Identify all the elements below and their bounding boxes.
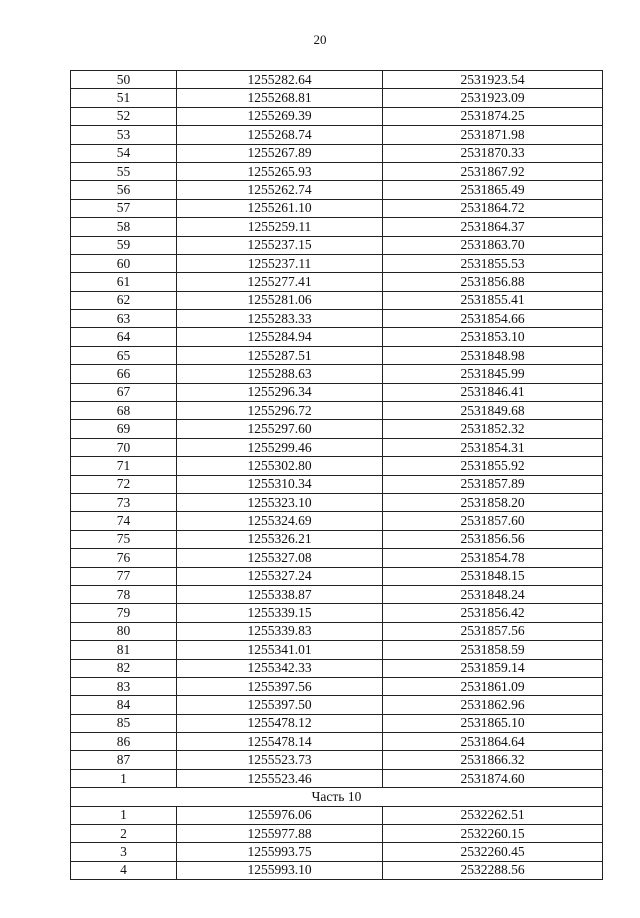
point-number-cell: 62 <box>71 291 177 309</box>
table-row <box>71 144 603 162</box>
x-coordinate-cell: 1255261.10 <box>177 199 383 217</box>
y-coordinate-cell: 2531857.60 <box>383 512 603 530</box>
y-coordinate-cell: 2531870.33 <box>383 144 603 162</box>
y-coordinate-cell: 2531854.78 <box>383 549 603 567</box>
y-coordinate-cell: 2531859.14 <box>383 659 603 677</box>
table-row <box>71 438 603 456</box>
point-number-cell: 57 <box>71 199 177 217</box>
point-number-cell: 63 <box>71 310 177 328</box>
point-number-cell: 70 <box>71 438 177 456</box>
y-coordinate-cell: 2531855.41 <box>383 291 603 309</box>
y-coordinate-cell: 2531874.25 <box>383 107 603 125</box>
table-row <box>71 218 603 236</box>
table-row <box>71 512 603 530</box>
x-coordinate-cell: 1255284.94 <box>177 328 383 346</box>
table-row <box>71 273 603 291</box>
x-coordinate-cell: 1255262.74 <box>177 181 383 199</box>
table-row <box>71 420 603 438</box>
y-coordinate-cell: 2531874.60 <box>383 769 603 787</box>
x-coordinate-cell: 1255342.33 <box>177 659 383 677</box>
point-number-cell: 4 <box>71 861 177 879</box>
section-header-row <box>71 788 603 806</box>
point-number-cell: 55 <box>71 162 177 180</box>
x-coordinate-cell: 1255523.73 <box>177 751 383 769</box>
table-row <box>71 107 603 125</box>
point-number-cell: 85 <box>71 714 177 732</box>
section-title: Часть 10 <box>71 788 603 806</box>
y-coordinate-cell: 2531856.88 <box>383 273 603 291</box>
table-row <box>71 493 603 511</box>
x-coordinate-cell: 1255296.72 <box>177 402 383 420</box>
y-coordinate-cell: 2531861.09 <box>383 677 603 695</box>
point-number-cell: 82 <box>71 659 177 677</box>
point-number-cell: 79 <box>71 604 177 622</box>
table-row <box>71 585 603 603</box>
point-number-cell: 1 <box>71 806 177 824</box>
x-coordinate-cell: 1255339.15 <box>177 604 383 622</box>
point-number-cell: 74 <box>71 512 177 530</box>
point-number-cell: 66 <box>71 365 177 383</box>
y-coordinate-cell: 2531867.92 <box>383 162 603 180</box>
x-coordinate-cell: 1255237.11 <box>177 254 383 272</box>
y-coordinate-cell: 2531863.70 <box>383 236 603 254</box>
x-coordinate-cell: 1255341.01 <box>177 641 383 659</box>
point-number-cell: 81 <box>71 641 177 659</box>
page-number: 20 <box>313 32 327 47</box>
x-coordinate-cell: 1255288.63 <box>177 365 383 383</box>
y-coordinate-cell: 2532288.56 <box>383 861 603 879</box>
y-coordinate-cell: 2531846.41 <box>383 383 603 401</box>
y-coordinate-cell: 2531848.98 <box>383 346 603 364</box>
y-coordinate-cell: 2531854.31 <box>383 438 603 456</box>
x-coordinate-cell: 1255323.10 <box>177 493 383 511</box>
point-number-cell: 78 <box>71 585 177 603</box>
point-number-cell: 1 <box>71 769 177 787</box>
point-number-cell: 72 <box>71 475 177 493</box>
point-number-cell: 80 <box>71 622 177 640</box>
x-coordinate-cell: 1255259.11 <box>177 218 383 236</box>
point-number-cell: 64 <box>71 328 177 346</box>
point-number-cell: 86 <box>71 733 177 751</box>
table-row <box>71 126 603 144</box>
y-coordinate-cell: 2531848.24 <box>383 585 603 603</box>
x-coordinate-cell: 1255283.33 <box>177 310 383 328</box>
table-row <box>71 641 603 659</box>
y-coordinate-cell: 2531864.72 <box>383 199 603 217</box>
x-coordinate-cell: 1255478.14 <box>177 733 383 751</box>
y-coordinate-cell: 2531857.89 <box>383 475 603 493</box>
point-number-cell: 84 <box>71 696 177 714</box>
y-coordinate-cell: 2531858.59 <box>383 641 603 659</box>
table-row <box>71 475 603 493</box>
point-number-cell: 67 <box>71 383 177 401</box>
table-row <box>71 751 603 769</box>
point-number-cell: 60 <box>71 254 177 272</box>
y-coordinate-cell: 2531866.32 <box>383 751 603 769</box>
table-row <box>71 383 603 401</box>
table-row <box>71 236 603 254</box>
y-coordinate-cell: 2531848.15 <box>383 567 603 585</box>
x-coordinate-cell: 1255327.08 <box>177 549 383 567</box>
point-number-cell: 56 <box>71 181 177 199</box>
table-row <box>71 769 603 787</box>
x-coordinate-cell: 1255310.34 <box>177 475 383 493</box>
x-coordinate-cell: 1255993.10 <box>177 861 383 879</box>
point-number-cell: 2 <box>71 825 177 843</box>
point-number-cell: 68 <box>71 402 177 420</box>
point-number-cell: 53 <box>71 126 177 144</box>
x-coordinate-cell: 1255299.46 <box>177 438 383 456</box>
table-row <box>71 622 603 640</box>
x-coordinate-cell: 1255282.64 <box>177 71 383 89</box>
x-coordinate-cell: 1255302.80 <box>177 457 383 475</box>
x-coordinate-cell: 1255397.50 <box>177 696 383 714</box>
x-coordinate-cell: 1255287.51 <box>177 346 383 364</box>
table-row <box>71 181 603 199</box>
table-row <box>71 89 603 107</box>
table-row <box>71 806 603 824</box>
table-row <box>71 402 603 420</box>
x-coordinate-cell: 1255338.87 <box>177 585 383 603</box>
point-number-cell: 61 <box>71 273 177 291</box>
table-row <box>71 843 603 861</box>
table-row <box>71 346 603 364</box>
x-coordinate-cell: 1255237.15 <box>177 236 383 254</box>
table-row <box>71 328 603 346</box>
table-row <box>71 365 603 383</box>
table-row <box>71 254 603 272</box>
x-coordinate-cell: 1255397.56 <box>177 677 383 695</box>
table-row <box>71 604 603 622</box>
x-coordinate-cell: 1255324.69 <box>177 512 383 530</box>
table-row <box>71 291 603 309</box>
coordinates-table <box>70 70 603 880</box>
x-coordinate-cell: 1255297.60 <box>177 420 383 438</box>
x-coordinate-cell: 1255993.75 <box>177 843 383 861</box>
y-coordinate-cell: 2531923.09 <box>383 89 603 107</box>
y-coordinate-cell: 2532262.51 <box>383 806 603 824</box>
x-coordinate-cell: 1255265.93 <box>177 162 383 180</box>
point-number-cell: 71 <box>71 457 177 475</box>
x-coordinate-cell: 1255269.39 <box>177 107 383 125</box>
x-coordinate-cell: 1255268.81 <box>177 89 383 107</box>
x-coordinate-cell: 1255327.24 <box>177 567 383 585</box>
y-coordinate-cell: 2531854.66 <box>383 310 603 328</box>
point-number-cell: 65 <box>71 346 177 364</box>
y-coordinate-cell: 2531853.10 <box>383 328 603 346</box>
y-coordinate-cell: 2531852.32 <box>383 420 603 438</box>
point-number-cell: 54 <box>71 144 177 162</box>
point-number-cell: 50 <box>71 71 177 89</box>
point-number-cell: 73 <box>71 493 177 511</box>
table-row <box>71 530 603 548</box>
table-row <box>71 677 603 695</box>
y-coordinate-cell: 2531856.56 <box>383 530 603 548</box>
x-coordinate-cell: 1255268.74 <box>177 126 383 144</box>
table-row <box>71 199 603 217</box>
point-number-cell: 77 <box>71 567 177 585</box>
y-coordinate-cell: 2531923.54 <box>383 71 603 89</box>
point-number-cell: 87 <box>71 751 177 769</box>
y-coordinate-cell: 2531864.37 <box>383 218 603 236</box>
table-row <box>71 457 603 475</box>
table-row <box>71 714 603 732</box>
table-row <box>71 162 603 180</box>
y-coordinate-cell: 2531865.49 <box>383 181 603 199</box>
x-coordinate-cell: 1255281.06 <box>177 291 383 309</box>
y-coordinate-cell: 2531857.56 <box>383 622 603 640</box>
y-coordinate-cell: 2531855.53 <box>383 254 603 272</box>
point-number-cell: 51 <box>71 89 177 107</box>
x-coordinate-cell: 1255977.88 <box>177 825 383 843</box>
y-coordinate-cell: 2531845.99 <box>383 365 603 383</box>
y-coordinate-cell: 2531862.96 <box>383 696 603 714</box>
point-number-cell: 52 <box>71 107 177 125</box>
y-coordinate-cell: 2531855.92 <box>383 457 603 475</box>
point-number-cell: 3 <box>71 843 177 861</box>
x-coordinate-cell: 1255523.46 <box>177 769 383 787</box>
y-coordinate-cell: 2532260.45 <box>383 843 603 861</box>
table-row <box>71 696 603 714</box>
point-number-cell: 83 <box>71 677 177 695</box>
coordinates-table-body <box>71 71 603 880</box>
table-row <box>71 549 603 567</box>
y-coordinate-cell: 2532260.15 <box>383 825 603 843</box>
x-coordinate-cell: 1255478.12 <box>177 714 383 732</box>
table-row <box>71 825 603 843</box>
x-coordinate-cell: 1255267.89 <box>177 144 383 162</box>
x-coordinate-cell: 1255296.34 <box>177 383 383 401</box>
y-coordinate-cell: 2531865.10 <box>383 714 603 732</box>
point-number-cell: 58 <box>71 218 177 236</box>
y-coordinate-cell: 2531858.20 <box>383 493 603 511</box>
point-number-cell: 59 <box>71 236 177 254</box>
y-coordinate-cell: 2531856.42 <box>383 604 603 622</box>
table-row <box>71 659 603 677</box>
x-coordinate-cell: 1255326.21 <box>177 530 383 548</box>
table-row <box>71 567 603 585</box>
x-coordinate-cell: 1255976.06 <box>177 806 383 824</box>
point-number-cell: 76 <box>71 549 177 567</box>
x-coordinate-cell: 1255277.41 <box>177 273 383 291</box>
table-row <box>71 71 603 89</box>
table-row <box>71 733 603 751</box>
table-row <box>71 310 603 328</box>
y-coordinate-cell: 2531871.98 <box>383 126 603 144</box>
x-coordinate-cell: 1255339.83 <box>177 622 383 640</box>
y-coordinate-cell: 2531849.68 <box>383 402 603 420</box>
table-row <box>71 861 603 879</box>
y-coordinate-cell: 2531864.64 <box>383 733 603 751</box>
point-number-cell: 75 <box>71 530 177 548</box>
point-number-cell: 69 <box>71 420 177 438</box>
